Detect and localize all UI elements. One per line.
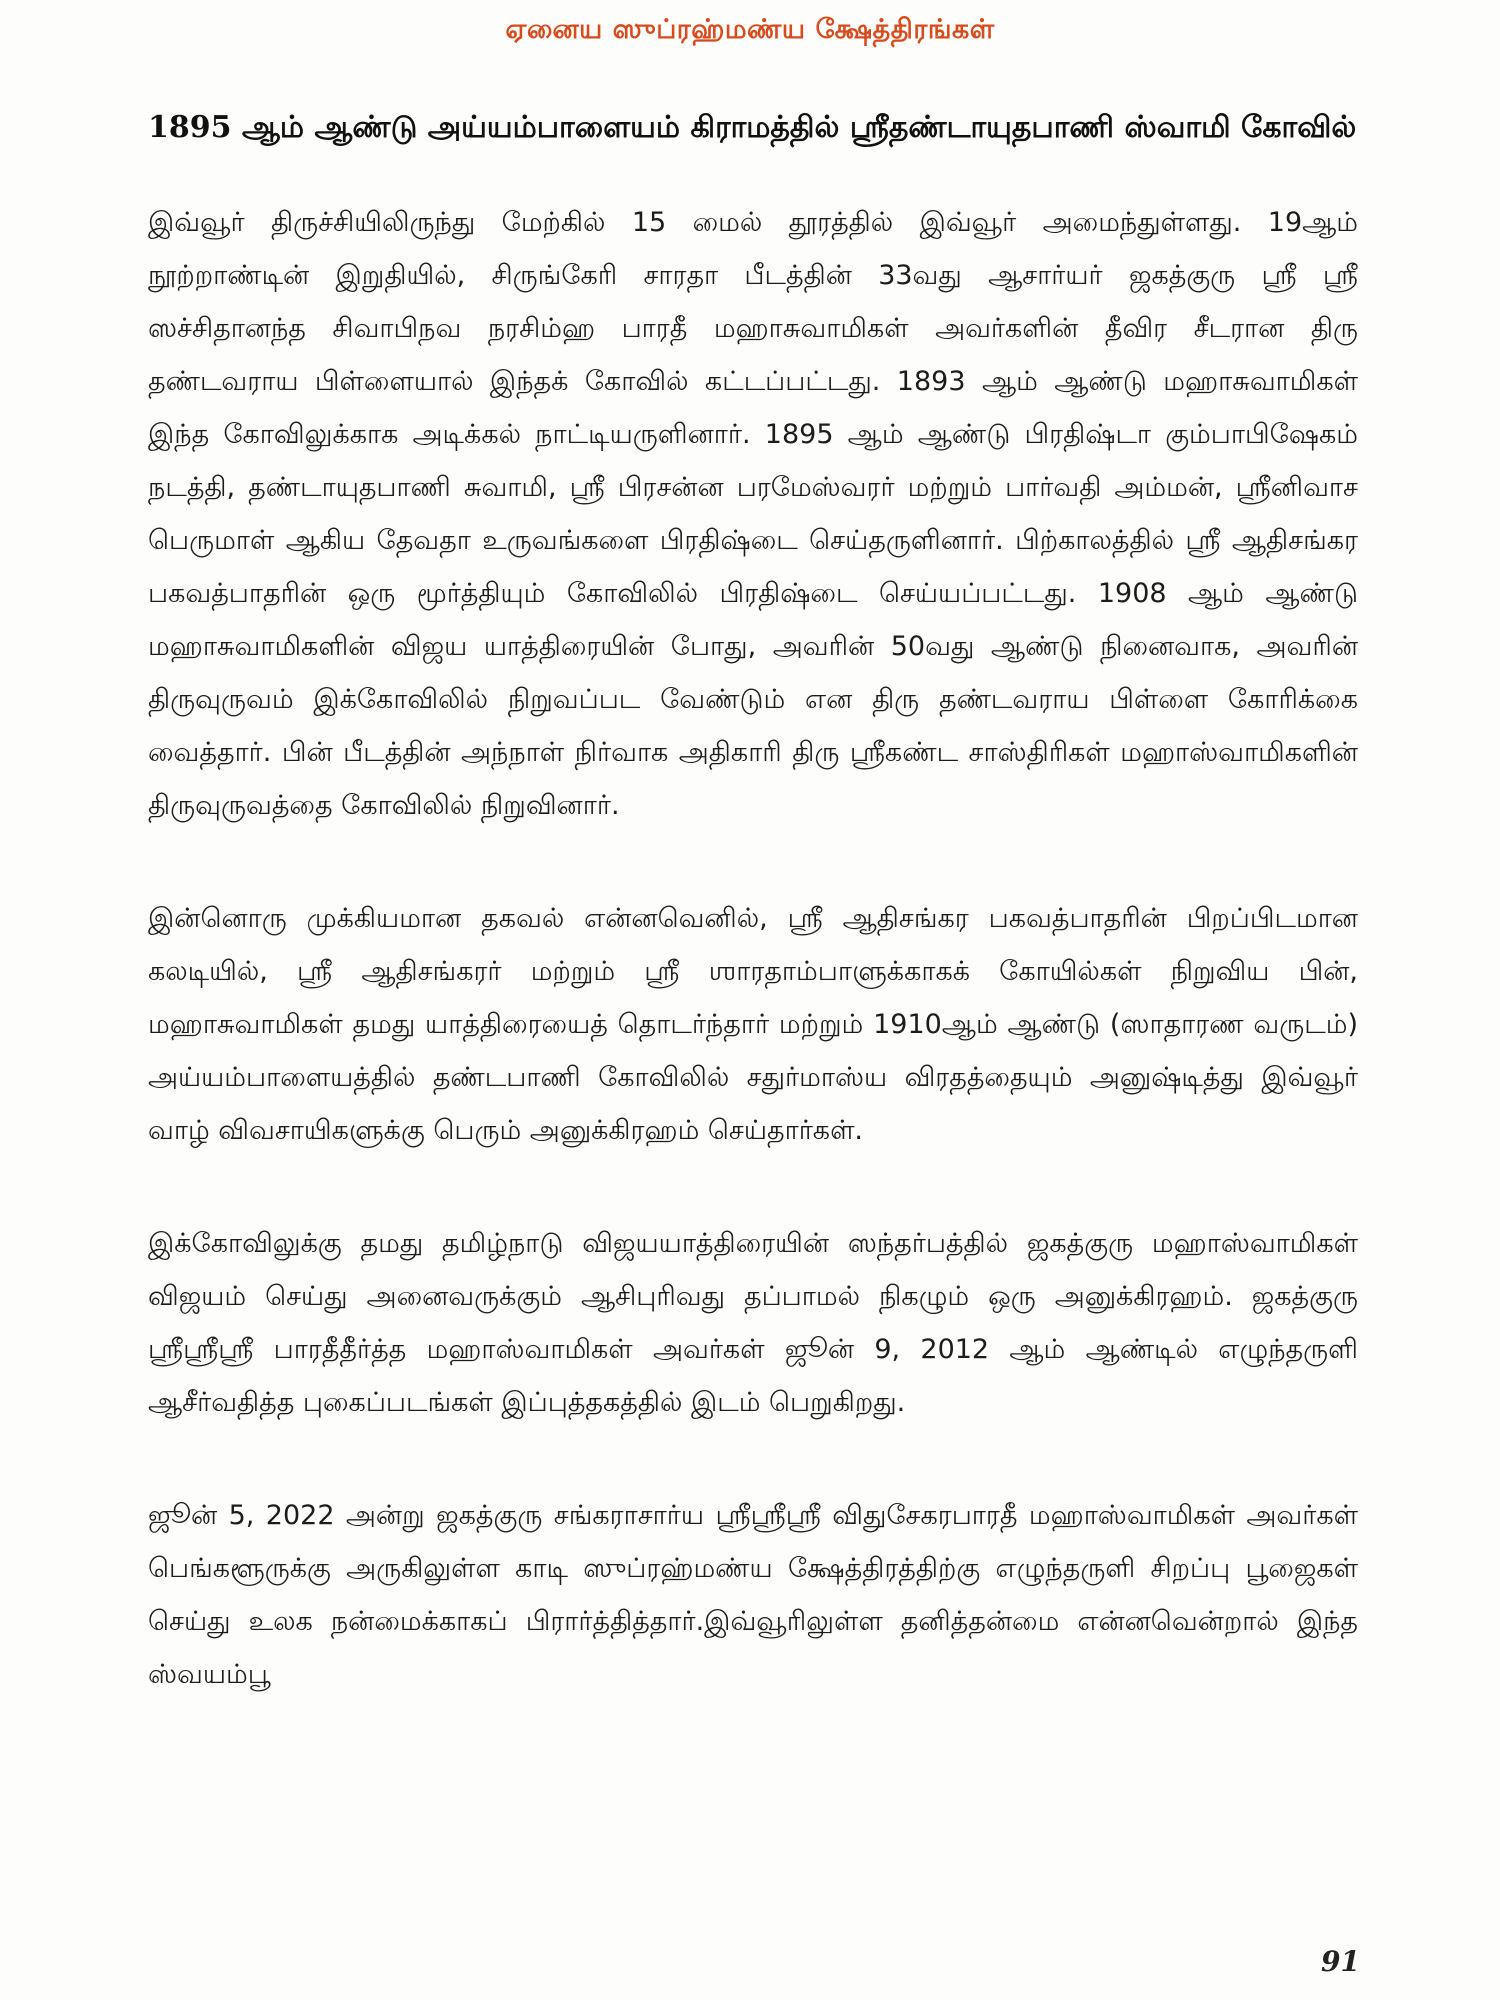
running-header: ஏனைய ஸுப்ரஹ்மண்ய க்ஷேத்திரங்கள்	[505, 14, 995, 45]
page-content	[148, 100, 1358, 1761]
paragraph-1: இவ்வூர் திருச்சியிலிருந்து மேற்கில் 15 மைல் தூரத்தில் இவ்வூர் அமைந்துள்ளது. 19ஆம் நூற்றாண்டின் இறுதியில், சிருங்கேரி சாரதா பீடத்தின் 33வது ஆசார்யர் ஜகத்குரு ஸ்ரீ ஸ்ரீ ஸச்சிதானந்த சிவாபிநவ நரசிம்ஹ பாரதீ மஹாசுவாமிகள் அவர்களின் தீவிர சீடரான திரு தண்டவராய பிள்ளையால் இந்தக் கோவில் கட்டப்பட்டது. 1893 ஆம் ஆண்டு மஹாசுவாமிகள் இந்த கோவிலுக்காக அடிக்கல் நாட்டியருளினார். 1895 ஆம் ஆண்டு பிரதிஷ்டா கும்பாபிஷேகம் நடத்தி, தண்டாயுதபாணி சுவாமி, ஸ்ரீ பிரசன்ன பரமேஸ்வரர் மற்றும் பார்வதி அம்மன், ஸ்ரீனிவாச பெருமாள் ஆகிய தேவதா உருவங்களை பிரதிஷ்டை செய்தருளினார். பிற்காலத்தில் ஸ்ரீ ஆதிசங்கர பகவத்பாதரின் ஒரு மூர்த்தியும் கோவிலில் பிரதிஷ்டை செய்யப்பட்டது. 1908 ஆம் ஆண்டு மஹாசுவாமிகளின் விஜய யாத்திரையின் போது, அவரின் 50வது ஆண்டு நினைவாக, அவரின் திருவுருவம் இக்கோவிலில் நிறுவப்பட வேண்டும் என திரு தண்டவராய பிள்ளை கோரிக்கை வைத்தார். பின் பீடத்தின் அந்நாள் நிர்வாக அதிகாரி திரு ஸ்ரீகண்ட சாஸ்திரிகள் மஹாஸ்வாமிகளின் திருவுருவத்தை கோவிலில் நிறுவினார்.	[148, 207, 1358, 821]
paragraph-2: இன்னொரு முக்கியமான தகவல் என்னவெனில், ஸ்ரீ ஆதிசங்கர பகவத்பாதரின் பிறப்பிடமான கலடியில், ஸ்ரீ ஆதிசங்கரர் மற்றும் ஸ்ரீ ஶாரதாம்பாளுக்காகக் கோயில்கள் நிறுவிய பின், மஹாசுவாமிகள் தமது யாத்திரையைத் தொடர்ந்தார் மற்றும் 1910ஆம் ஆண்டு (ஸாதாரண வருடம்) அய்யம்பாளையத்தில் தண்டபாணி கோவிலில் சதுர்மாஸ்ய விரதத்தையும் அனுஷ்டித்து இவ்வூர் வாழ் விவசாயிகளுக்கு பெரும் அனுக்கிரஹம் செய்தார்கள்.	[148, 903, 1358, 1146]
paragraph-4: ஜூன் 5, 2022 அன்று ஜகத்குரு சங்கராசார்ய ஸ்ரீஸ்ரீஸ்ரீ விதுசேகரபாரதீ மஹாஸ்வாமிகள் அவர்கள் பெங்களூருக்கு அருகிலுள்ள காடி ஸுப்ரஹ்மண்ய க்ஷேத்திரத்திற்கு எழுந்தருளி சிறப்பு பூஜைகள் செய்து உலக நன்மைக்காகப் பிரார்த்தித்தார்.இவ்வூரிலுள்ள தனித்தன்மை என்னவென்றால் இந்த ஸ்வயம்பூ	[148, 1500, 1358, 1690]
page-number: 91	[1321, 1945, 1360, 1978]
section-title: 1895 ஆம் ஆண்டு அய்யம்பாளையம் கிராமத்தில் ஸ்ரீதண்டாயுதபாணி ஸ்வாமி கோவில்	[148, 110, 1357, 145]
paragraph-3: இக்கோவிலுக்கு தமது தமிழ்நாடு விஜயயாத்திரையின் ஸந்தர்பத்தில் ஜகத்குரு மஹாஸ்வாமிகள் விஜயம் செய்து அனைவருக்கும் ஆசிபுரிவது தப்பாமல் நிகழும் ஒரு அனுக்கிரஹம். ஜகத்குரு ஸ்ரீஸ்ரீஸ்ரீ பாரதீதீர்த்த மஹாஸ்வாமிகள் அவர்கள் ஜூன் 9, 2012 ஆம் ஆண்டில் எழுந்தருளி ஆசீர்வதித்த புகைப்படங்கள் இப்புத்தகத்தில் இடம் பெறுகிறது.	[148, 1228, 1358, 1418]
